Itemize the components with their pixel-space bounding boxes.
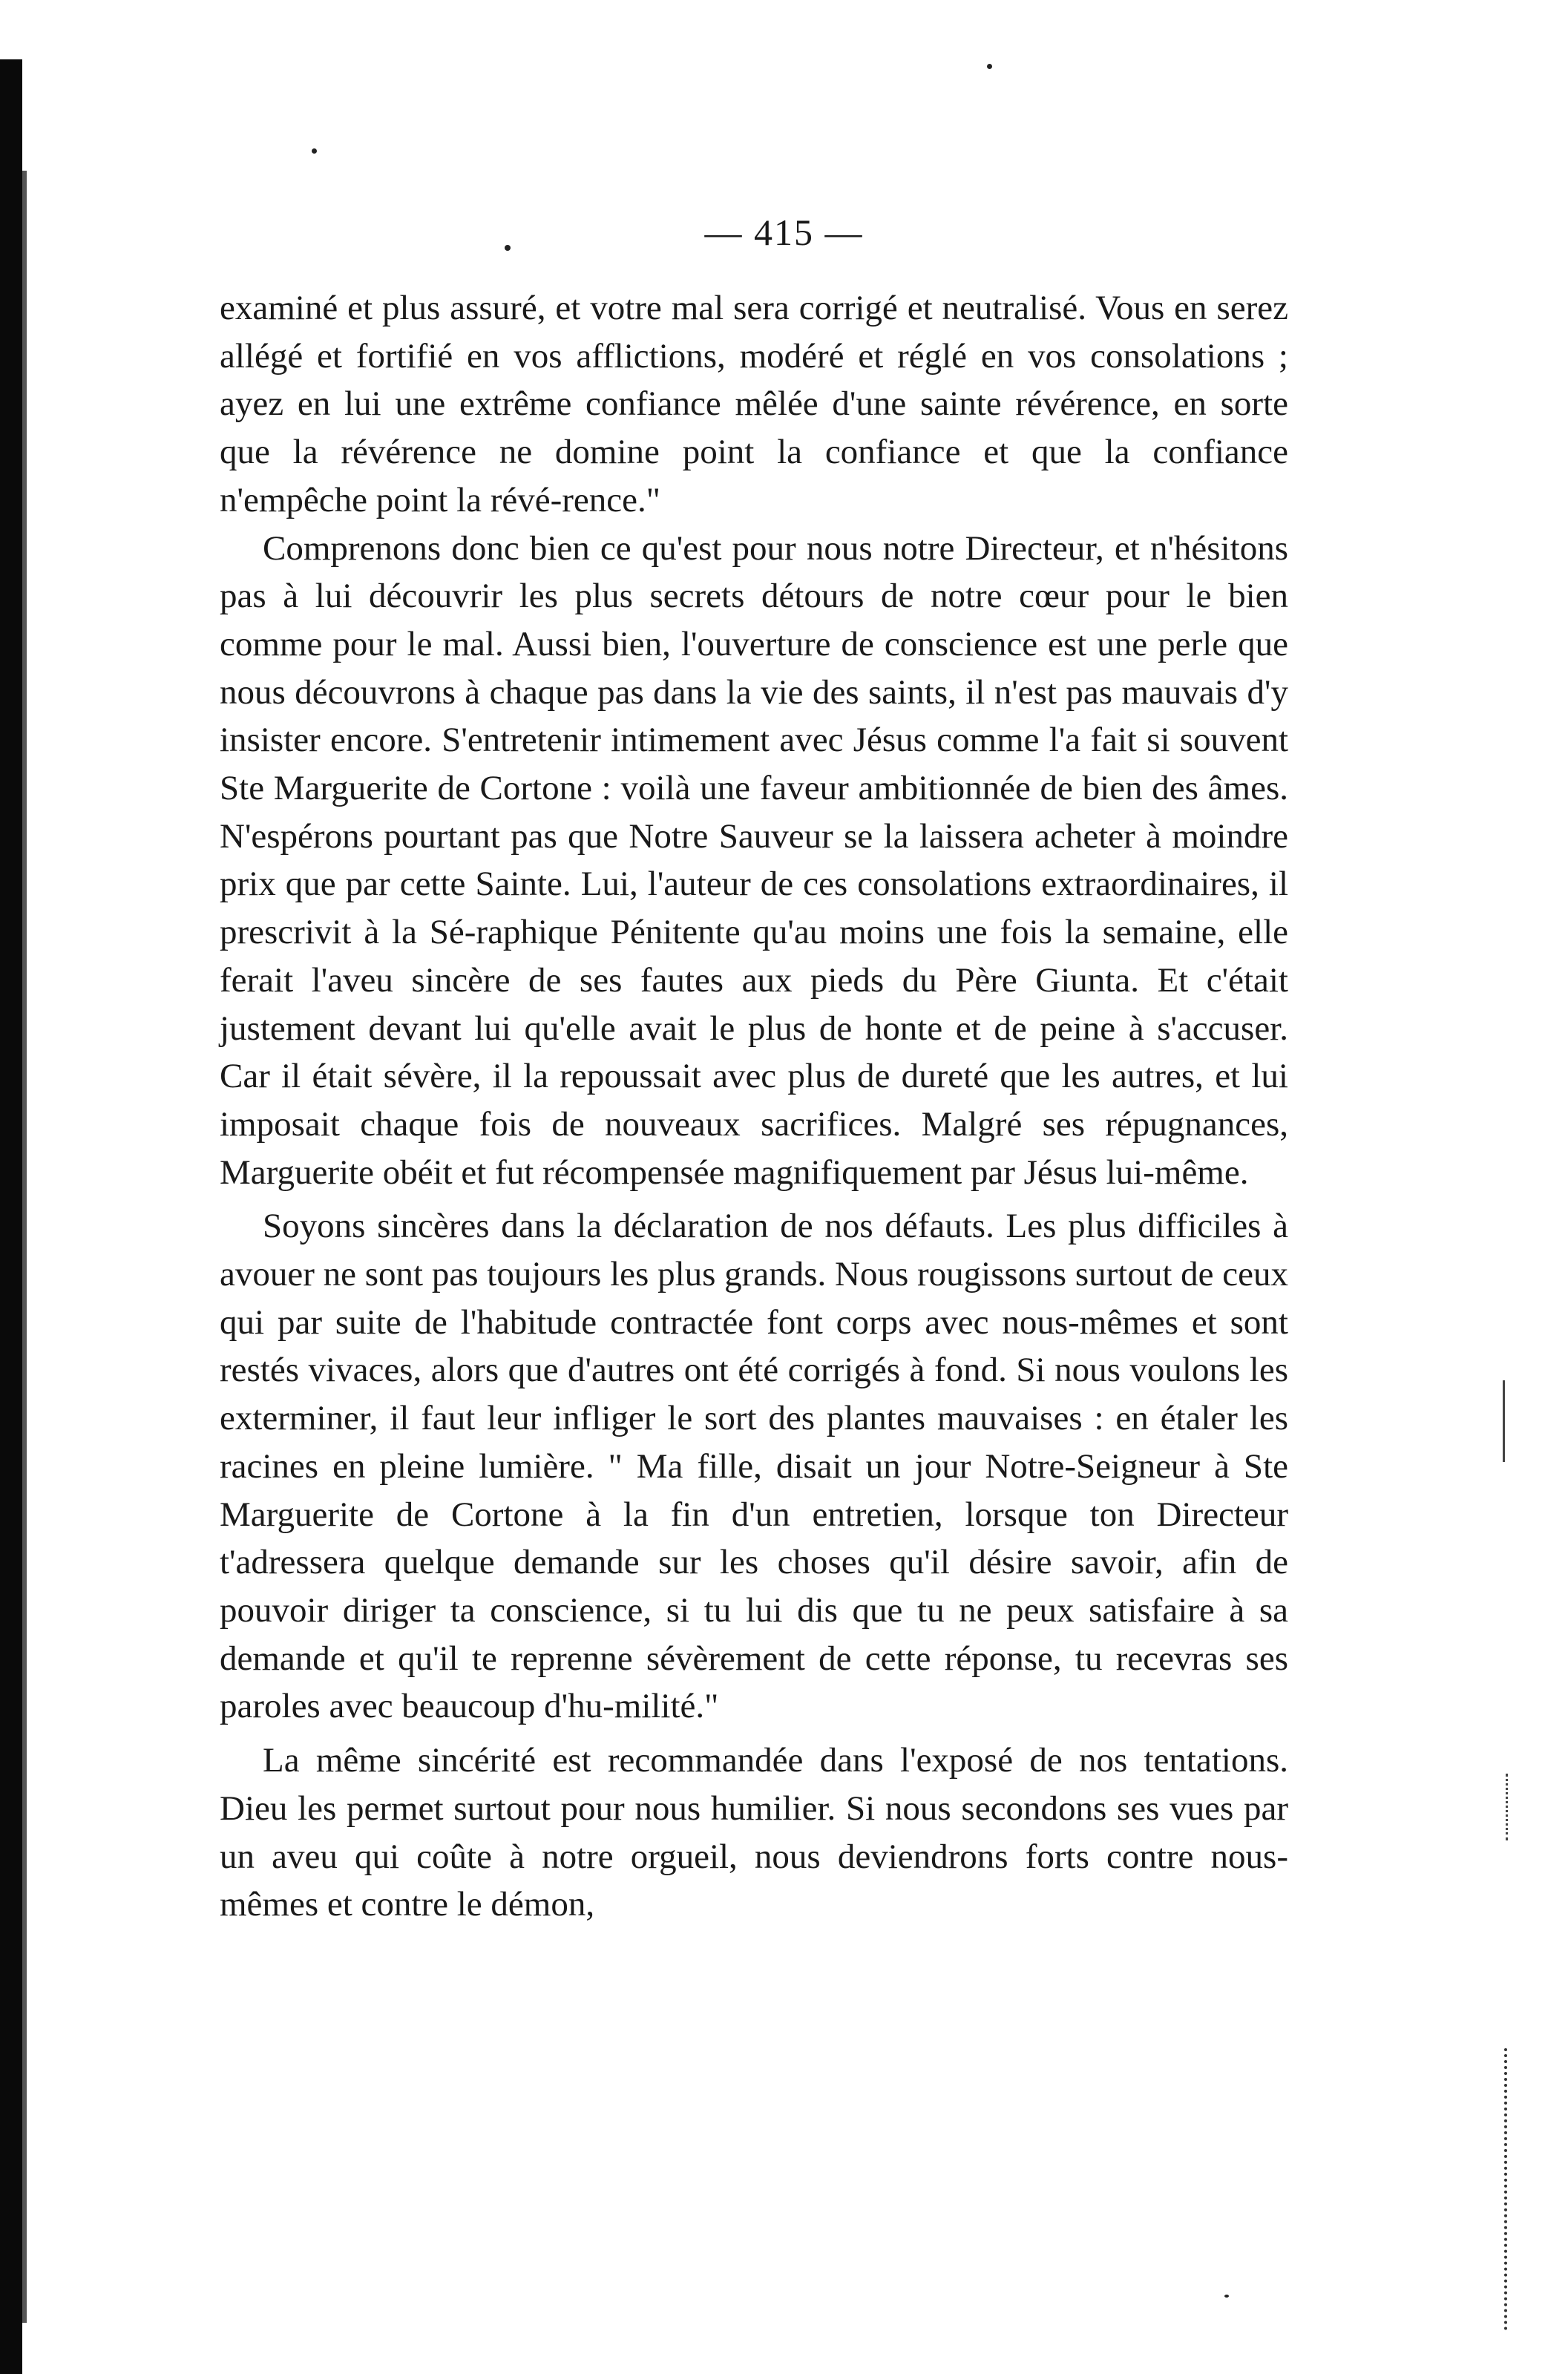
scan-speck [312, 148, 317, 154]
scan-margin-artifacts [1495, 1351, 1525, 2330]
page-number: — 415 — [704, 212, 864, 253]
paragraph-2: Comprenons donc bien ce qu'est pour nous notre Directeur, et n'hésitons pas à lui découvrir les plus secrets détours de notre cœur pour le bien comme pour le mal. Aussi bien, l'ouverture de conscience est une perle que nous découvrons à chaque pas dans la vie des saints, il n'est pas mauvais d'y insister encore. S'entretenir intimement avec Jésus comme l'a fait si souvent Ste Marguerite de Cortone : voilà une faveur ambitionnée de bien des âmes. N'espérons pourtant pas que Notre Sauveur se la laissera acheter à moindre prix que par cette Sainte. Lui, l'auteur de ces consolations extraordinaires, il prescrivit à la Sé-raphique Pénitente qu'au moins une fois la semaine, elle ferait l'aveu sincère de ses fautes aux pieds du Père Giunta. Et c'était justement devant lui qu'elle avait le plus de honte et de peine à s'accuser. Car il était sévère, il la repoussait avec plus de dureté que les autres, et lui imposait chaque fois de nouveaux sacrifices. Malgré ses répugnances, Marguerite obéit et fut récompensée magnifiquement par Jésus lui-même. [220, 528, 1288, 1192]
scan-binding-shadow [22, 171, 27, 2323]
paragraph-4: La même sincérité est recommandée dans l'exposé de nos tentations. Dieu les permet surtout pour nous humilier. Si nous secondons ses vues par un aveu qui coûte à notre orgueil, nous deviendrons forts contre nous-mêmes et contre le démon, [220, 1741, 1288, 1924]
paragraph-1: examiné et plus assuré, et votre mal sera corrigé et neutralisé. Vous en serez allégé et fortifié en vos afflictions, modéré et réglé en vos consolations ; ayez en lui une extrême confiance mêlée d'une sainte révérence, en sorte que la révérence ne domine point la confiance et que la confiance n'empêche point la révé-rence." [220, 289, 1288, 519]
scan-binding-edge [0, 59, 22, 2374]
paragraph-3: Soyons sincères dans la déclaration de nos défauts. Les plus difficiles à avouer ne sont pas toujours les plus grands. Nous rougissons surtout de ceux qui par suite de l'habitude contractée font corps avec nous-mêmes et sont restés vivaces, alors que d'autres ont été corrigés à fond. Si nous voulons les exterminer, il faut leur infliger le sort des plantes mauvaises : en étaler les racines en pleine lumière. " Ma fille, disait un jour Notre-Seigneur à Ste Marguerite de Cortone à la fin d'un entretien, lorsque ton Directeur t'adressera quelque demande sur les choses qu'il désire savoir, afin de pouvoir diriger ta conscience, si tu lui dis que tu ne peux satisfaire à sa demande et qu'il te reprenne sévèrement de cette réponse, tu recevras ses paroles avec beaucoup d'hu-milité." [220, 1207, 1288, 1726]
scan-speck [1224, 2295, 1229, 2298]
scan-speck [987, 64, 992, 69]
body-text [220, 284, 1288, 1929]
